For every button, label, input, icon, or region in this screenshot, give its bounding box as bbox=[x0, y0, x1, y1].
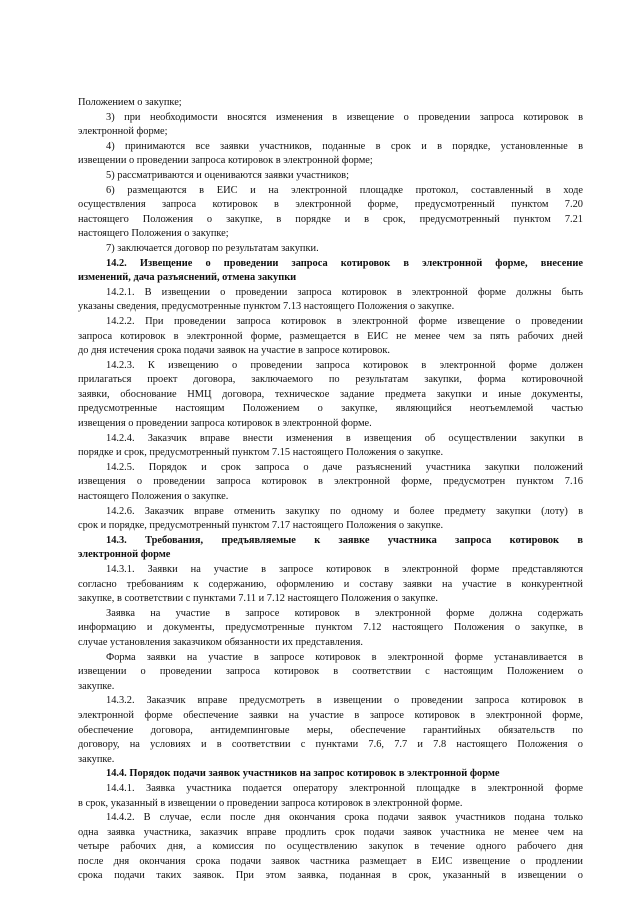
paragraph-line: 6) размещаются в ЕИС и на электронной площадке протокол, составленный в ходе bbox=[106, 184, 583, 196]
paragraph-line: 14.2.2. При проведении запроса котировок в электронной форме извещение о проведении bbox=[106, 315, 583, 327]
paragraph-line: осуществления запроса котировок в электронной форме, предусмотренный пунктом 7.20 bbox=[78, 199, 583, 211]
paragraph-line: четыре рабочих дня, а комиссия по осуществлению закупок в течение одного рабочего дня bbox=[78, 841, 583, 853]
paragraph-line: извещения о проведении запроса котировок в электронной форме. bbox=[78, 418, 372, 430]
paragraph-line: настоящего Положения о закупке; bbox=[78, 228, 229, 240]
paragraph-line: предусмотренные настоящим Положением о закупке, являющийся неотъемлемой частью bbox=[78, 403, 583, 415]
paragraph-line: 14.2.6. Заказчик вправе отменить закупку по одному и более предмету закупки (лоту) в bbox=[106, 505, 583, 517]
paragraph-line: 14.2.4. Заказчик вправе внести изменения в извещения об осуществлении закупки в bbox=[106, 432, 583, 444]
paragraph-line: обеспечение договора, антидемпинговые меры, обеспечение гарантийных обязательств по bbox=[78, 724, 583, 736]
paragraph-line: 14.4.1. Заявка участника подается оператору электронной площадке в электронной форме bbox=[106, 782, 583, 794]
paragraph-line: информацию и документы, предусмотренные пунктом 7.12 настоящего Положения о закупке, в bbox=[78, 622, 583, 634]
paragraph-line: 14.2.5. Порядок и срок запроса о даче разъяснений участника закупки положений bbox=[106, 461, 583, 473]
section-heading-line: 14.4. Порядок подачи заявок участников на запрос котировок в электронной форме bbox=[106, 768, 500, 780]
paragraph-line: 14.2.1. В извещении о проведении запроса котировок в электронной форме должны быть bbox=[106, 286, 583, 298]
paragraph-line: 14.4.2. В случае, если после дня окончания срока подачи заявок участников подана только bbox=[106, 812, 583, 824]
paragraph-line: Положением о закупке; bbox=[78, 97, 182, 108]
paragraph-line: извещения о проведении запроса котировок в электронной форме, предусмотрен пунктом 7.16 bbox=[78, 476, 583, 488]
paragraph-line: извещении о проведении запроса котировок в электронной форме; bbox=[78, 155, 373, 167]
section-heading-line: изменений, дача разъяснений, отмена закупки bbox=[78, 272, 297, 284]
paragraph-line: 14.3.2. Заказчик вправе предусмотреть в извещении о проведении запроса котировок в bbox=[106, 695, 583, 707]
paragraph-line: 3) при необходимости вносятся изменения в извещение о проведении запроса котировок в bbox=[106, 111, 583, 123]
paragraph-line: 14.2.3. К извещению о проведении запроса котировок в электронной форме должен bbox=[106, 359, 583, 371]
paragraph-line: закупке. bbox=[78, 753, 115, 765]
paragraph-line: 4) принимаются все заявки участников, поданные в срок и в порядке, установленные в bbox=[106, 140, 583, 152]
paragraph-line: после дня окончания срока подачи заявок частника размещает в ЕИС извещение о продлении bbox=[78, 855, 583, 867]
paragraph-line: настоящего Положения о закупке. bbox=[78, 491, 229, 503]
paragraph-line: согласно требованиям к содержанию, оформлению и составу заявки на участие в конкурентной bbox=[78, 578, 583, 590]
paragraph-line: договору, на условиях и в соответствии с пунктами 7.6, 7.7 и 7.8 настоящего Положения о bbox=[78, 739, 583, 751]
section-heading-line: 14.3. Требования, предъявляемые к заявке участника запроса котировок в bbox=[106, 534, 583, 546]
paragraph-line: указаны сведения, предусмотренные пунктом 7.13 настоящего Положения о закупке. bbox=[78, 301, 455, 313]
section-heading-line: электронной форме bbox=[78, 549, 171, 561]
paragraph-line: электронной форме; bbox=[78, 126, 168, 138]
document-page bbox=[78, 96, 583, 884]
paragraph-line: электронной форме обеспечение заявки на участие в запросе котировок в электронной форме, bbox=[78, 709, 583, 721]
paragraph-line: срока подачи таких заявок. При этом заявка, поданная в срок, указанный в извещении о bbox=[78, 870, 583, 882]
paragraph-line: одна заявка участника, заказчик вправе продлить срок подачи заявок участника не менее чем на bbox=[78, 826, 583, 838]
paragraph-line: прилагаться проект договора, заключаемого по результатам закупки, форма котировочной bbox=[78, 374, 583, 386]
section-heading-line: 14.2. Извещение о проведении запроса котировок в электронной форме, внесение bbox=[106, 257, 583, 269]
paragraph-line: срок и порядке, предусмотренный пунктом 7.17 настоящего Положения о закупке. bbox=[78, 520, 444, 532]
paragraph-line: 14.3.1. Заявки на участие в запросе котировок в электронной форме представляются bbox=[106, 564, 583, 575]
paragraph-line: до дня истечения срока подачи заявок на участие в запросе котировок. bbox=[78, 345, 391, 357]
paragraph-line: Форма заявки на участие в запросе котировок в электронной форме устанавливается в bbox=[106, 651, 583, 663]
paragraph-line: закупке, в соответствии с пунктами 7.11 и 7.12 настоящего Положения о закупке. bbox=[78, 593, 438, 605]
paragraph-line: запроса котировок в электронной форме, размещается в ЕИС не менее чем за пять рабочих дней bbox=[78, 330, 583, 342]
paragraph-line: извещении о проведении запроса котировок в соответствии с настоящим Положением о bbox=[78, 666, 583, 678]
paragraph-line: 5) рассматриваются и оцениваются заявки участников; bbox=[106, 169, 349, 181]
paragraph-line: 7) заключается договор по результатам закупки. bbox=[106, 242, 319, 254]
paragraph-line: заявки, обоснование НМЦ договора, техническое задание предмета закупки и иные документы, bbox=[78, 388, 583, 400]
paragraph-line: настоящего Положения о закупке, в порядке и в срок, предусмотренный пунктом 7.21 bbox=[78, 213, 583, 225]
paragraph-line: порядке и срок, предусмотренный пунктом 7.15 настоящего Положения о закупке. bbox=[78, 447, 444, 459]
paragraph-line: в срок, указанный в извещении о проведении запроса котировок в электронной форме. bbox=[78, 797, 463, 809]
paragraph-line: случае установления заказчиком обязанности их представления. bbox=[78, 636, 363, 648]
paragraph-line: Заявка на участие в запросе котировок в электронной форме должна содержать bbox=[106, 607, 583, 619]
paragraph-line: закупке. bbox=[78, 680, 115, 692]
